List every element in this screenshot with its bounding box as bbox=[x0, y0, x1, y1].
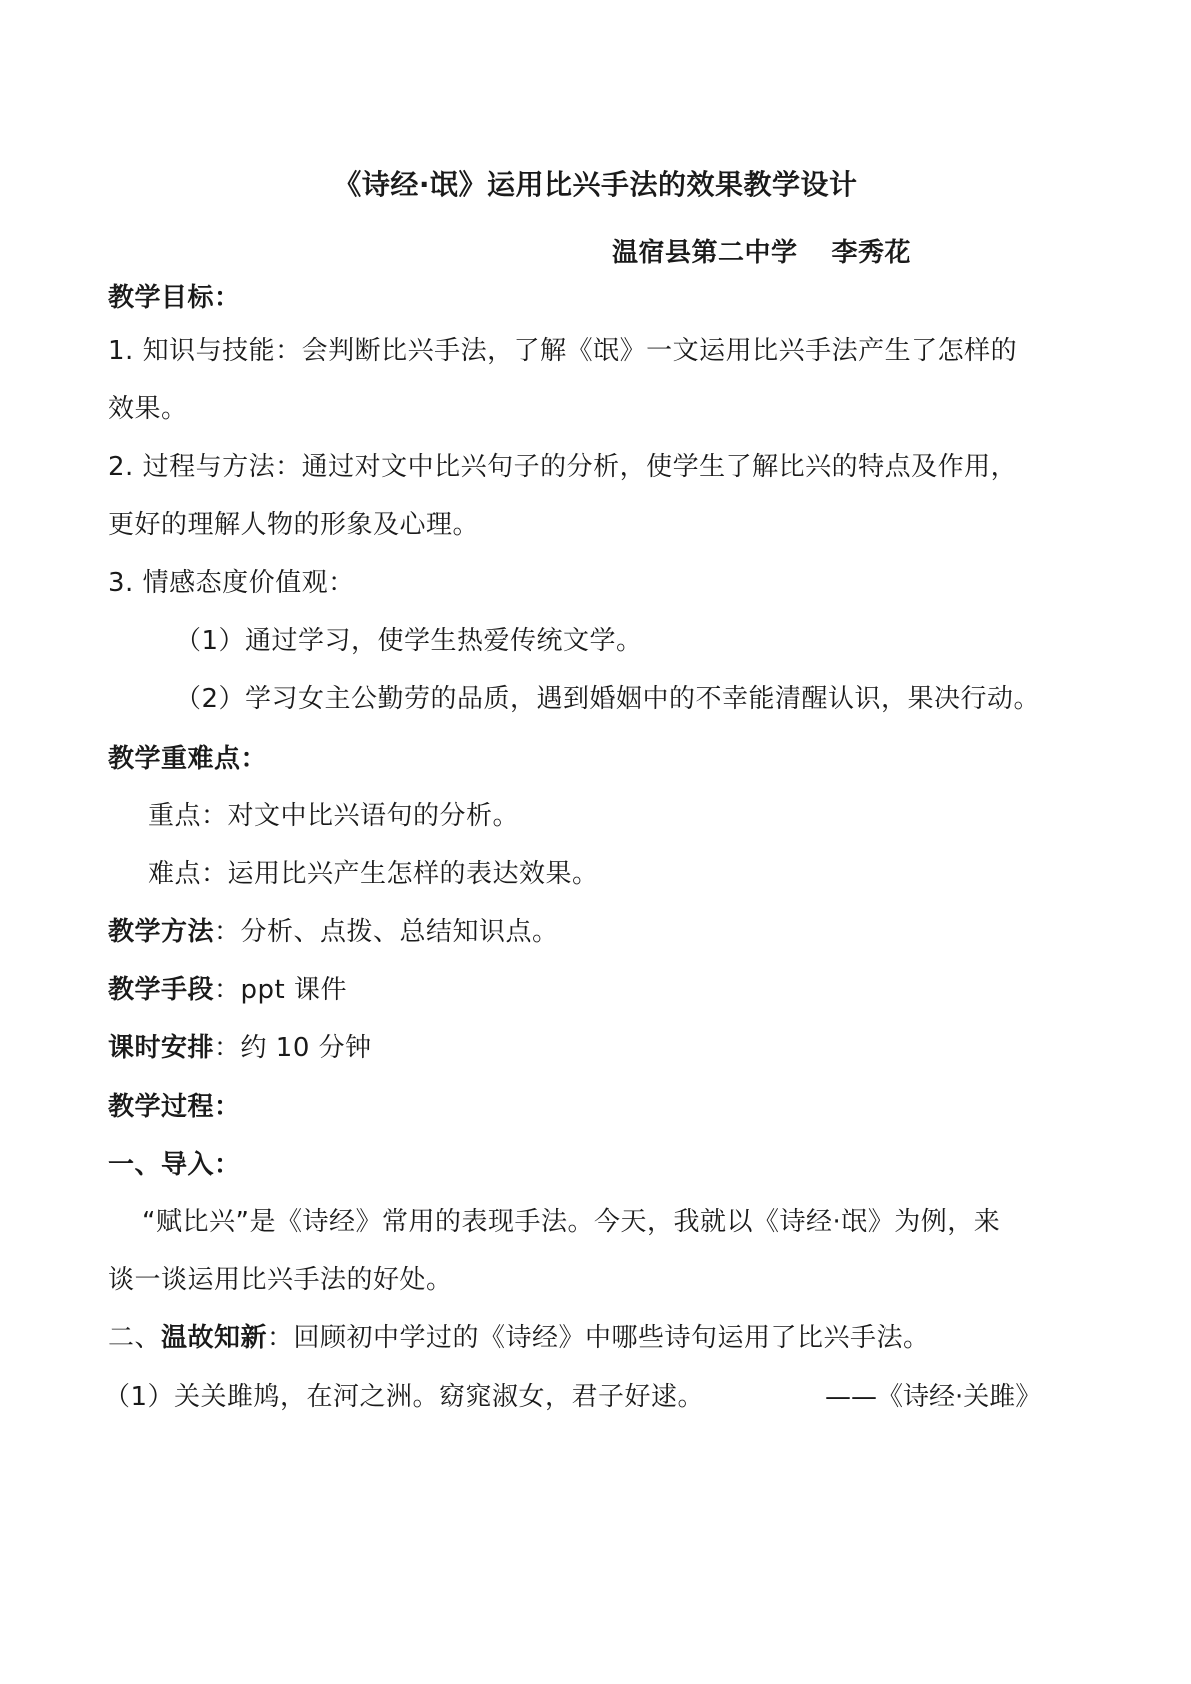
step-2-prefix: 二、 bbox=[108, 1323, 162, 1353]
objective-3: 3. 情感态度价值观： bbox=[108, 568, 355, 598]
means-label: 教学手段 bbox=[108, 975, 215, 1005]
document-title: 《诗经·氓》运用比兴手法的效果教学设计 bbox=[333, 168, 858, 201]
method-label: 教学方法 bbox=[108, 917, 215, 947]
objective-2-line-1: 2. 过程与方法：通过对文中比兴句子的分析，使学生了解比兴的特点及作用， bbox=[108, 452, 1018, 482]
method-line bbox=[108, 915, 559, 949]
school-name: 温宿县第二中学 bbox=[612, 238, 798, 268]
step-2-line bbox=[108, 1321, 930, 1355]
step-1-line-2: 谈一谈运用比兴手法的好处。 bbox=[108, 1265, 453, 1295]
step-1-heading: 一、导入： bbox=[108, 1150, 241, 1180]
objective-2-line-2: 更好的理解人物的形象及心理。 bbox=[108, 510, 480, 540]
process-heading: 教学过程： bbox=[108, 1092, 241, 1122]
objective-1-line-1: 1. 知识与技能：会判断比兴手法，了解《氓》一文运用比兴手法产生了怎样的 bbox=[108, 336, 1018, 366]
objective-3-sub-2: （2）学习女主公勤劳的品质，遇到婚姻中的不幸能清醒认识，果决行动。 bbox=[175, 684, 1041, 714]
keypoints-heading: 教学重难点： bbox=[108, 744, 268, 774]
example-1-source: ——《诗经·关雎》 bbox=[825, 1382, 1042, 1412]
key-point: 重点：对文中比兴语句的分析。 bbox=[148, 801, 520, 831]
method-value: ：分析、点拨、总结知识点。 bbox=[214, 917, 559, 947]
step-1-line-1: “赋比兴”是《诗经》常用的表现手法。今天，我就以《诗经·氓》为例，来 bbox=[142, 1207, 1001, 1237]
objective-3-sub-1: （1）通过学习，使学生热爱传统文学。 bbox=[175, 626, 643, 656]
difficult-point: 难点：运用比兴产生怎样的表达效果。 bbox=[148, 859, 599, 889]
author-line bbox=[612, 236, 911, 270]
means-value: ：ppt 课件 bbox=[214, 975, 347, 1005]
time-line bbox=[108, 1031, 372, 1065]
author-name: 李秀花 bbox=[831, 238, 912, 268]
step-2-value: ：回顾初中学过的《诗经》中哪些诗句运用了比兴手法。 bbox=[267, 1323, 930, 1353]
time-label: 课时安排 bbox=[108, 1033, 215, 1063]
example-1-text: （1）关关雎鸠，在河之洲。窈窕淑女，君子好逑。 bbox=[104, 1382, 705, 1412]
time-value: ：约 10 分钟 bbox=[214, 1033, 372, 1063]
objectives-heading: 教学目标： bbox=[108, 283, 241, 313]
step-2-label: 温故知新 bbox=[161, 1323, 268, 1353]
means-line bbox=[108, 973, 347, 1007]
objective-1-line-2: 效果。 bbox=[108, 394, 188, 424]
